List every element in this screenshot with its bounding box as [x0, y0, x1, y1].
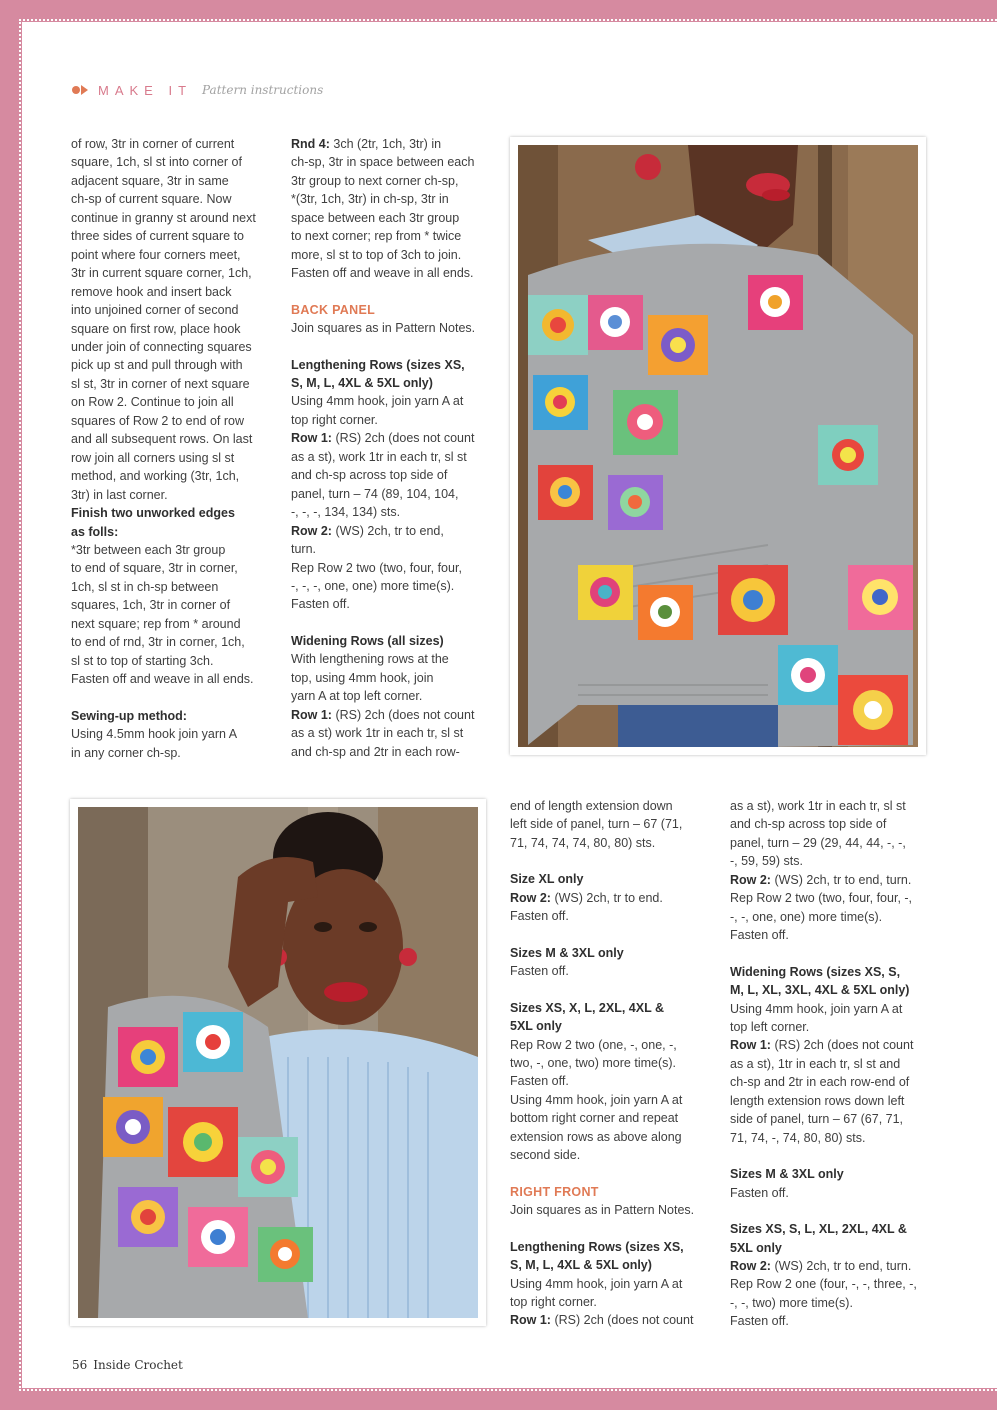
subheading: Finish two unworked edges as folls: [71, 506, 235, 539]
paragraph: Using 4mm hook, join yarn A at top right corner. [291, 394, 464, 427]
row-label: Row 1: [291, 431, 332, 446]
section-label: MAKE IT [98, 82, 193, 98]
paragraph: With lengthening rows at the top, using 4mm hook, join yarn A at top left corner. [291, 652, 449, 704]
photo-cardigan-back [510, 137, 926, 755]
subheading: Size XL only [510, 872, 584, 887]
paragraph: Row 1: (RS) 2ch (does not count [510, 1313, 694, 1328]
paragraph: Using 4mm hook, join yarn A at bottom right corner and repeat extension rows as above along second side. [510, 1092, 683, 1163]
subheading: Sizes M & 3XL only [730, 1167, 844, 1182]
paragraph: as a st), work 1tr in each tr, sl st and ch-sp across top side of panel, turn – 29 (29, 44, 44, -, -, -, 59, 59) sts. [730, 799, 906, 869]
paragraph: Row 2: (WS) 2ch, tr to end, turn. [291, 523, 444, 557]
paragraph: Rep Row 2 two (two, four, four, -, -, -, one, one) more time(s). Fasten off. [291, 560, 462, 612]
row-label: Row 1: [291, 707, 332, 722]
photo-back-illustration [518, 145, 918, 747]
paragraph: Fasten off. [730, 1185, 789, 1200]
paragraph: Row 2: (WS) 2ch, tr to end, turn. [730, 872, 912, 887]
subheading: Sizes M & 3XL only [510, 945, 624, 960]
subheading: Widening Rows (all sizes) [291, 633, 444, 648]
paragraph: Row 1: (RS) 2ch (does not count as a st), work 1tr in each tr, sl st and ch-sp across top side of panel, turn – 74 (89, 104, 104, -, -, -, 134, 134) sts. [291, 431, 475, 520]
paragraph: Fasten off. [510, 964, 569, 979]
text-column-1 [71, 135, 276, 762]
magazine-name: Inside Crochet [93, 1358, 183, 1372]
paragraph: Row 1: (RS) 2ch (does not count as a st), 1tr in each tr, sl st and ch-sp and 2tr in each row-end of length extension rows down left side of panel, turn – 67 (67, 71, 71, 74, -, 74, 80, 80) sts. [730, 1038, 914, 1145]
paragraph: Rnd 4: 3ch (2tr, 1ch, 3tr) in ch-sp, 3tr in space between each 3tr group to next corner ch-sp, *(3tr, 1ch, 3tr) in ch-sp, 3tr in space between each 3tr group to next corner; rep from * twice more, sl st to top of 3ch to join. Fasten off and weave in all ends. [291, 137, 475, 281]
section-heading-right-front: RIGHT FRONT [510, 1184, 599, 1199]
subheading: Sewing-up method: [71, 708, 187, 723]
paragraph: Rep Row 2 one (four, -, -, three, -, -, -, two) more time(s). Fasten off. [730, 1277, 917, 1329]
text-column-2 [291, 135, 496, 761]
photo-front-illustration [78, 807, 478, 1318]
page-header [72, 80, 323, 100]
row-label: Row 2: [730, 872, 771, 887]
subheading: Widening Rows (sizes XS, S, M, L, XL, 3XL, 4XL & 5XL only) [730, 964, 910, 998]
row-label: Row 2: [291, 523, 332, 538]
row-label: Row 2: [510, 890, 551, 905]
section-subtitle: Pattern instructions [202, 83, 324, 97]
paragraph: Join squares as in Pattern Notes. [510, 1203, 695, 1218]
subheading: Lengthening Rows (sizes XS, S, M, L, 4XL & 5XL only) [291, 357, 465, 390]
paragraph: Rep Row 2 two (one, -, one, -, two, -, one, two) more time(s). Fasten off. [510, 1037, 677, 1089]
photo-cardigan-front [70, 799, 486, 1326]
arrow-right-icon [72, 85, 88, 95]
paragraph: Using 4mm hook, join yarn A at top left corner. [730, 1001, 903, 1034]
row-label: Row 2: [730, 1258, 771, 1273]
paragraph: *3tr between each 3tr group to end of square, 3tr in corner, 1ch, sl st in ch-sp between squares, 1ch, 3tr in corner of next square; rep from * around to end of rnd, 3tr in corner, 1ch, sl st to top of starting 3ch. Fasten off and weave in all ends. [71, 542, 254, 687]
text-column-3 [510, 797, 715, 1330]
page-footer [72, 1358, 183, 1372]
paragraph: end of length extension down left side of panel, turn – 67 (71, 71, 74, 74, 74, 80, 80) sts. [510, 799, 683, 850]
paragraph: Using 4.5mm hook join yarn A in any corner ch-sp. [71, 727, 238, 760]
row-label: Row 1: [730, 1038, 771, 1053]
text-column-4 [730, 797, 935, 1331]
paragraph: Rep Row 2 two (two, four, four, -, -, -, one, one) more time(s). Fasten off. [730, 891, 913, 943]
paragraph: Row 1: (RS) 2ch (does not count as a st) work 1tr in each tr, sl st and ch-sp and 2tr in each row- [291, 707, 475, 759]
subheading: Sizes XS, X, L, 2XL, 4XL & 5XL only [510, 1000, 664, 1034]
row-label: Row 1: [510, 1313, 551, 1328]
subheading: Sizes XS, S, L, XL, 2XL, 4XL & 5XL only [730, 1222, 907, 1255]
paragraph: Join squares as in Pattern Notes. [291, 321, 476, 336]
paragraph: Row 2: (WS) 2ch, tr to end. Fasten off. [510, 890, 663, 924]
round-label: Rnd 4: [291, 137, 330, 151]
paragraph: Row 2: (WS) 2ch, tr to end, turn. [730, 1258, 912, 1273]
subheading: Lengthening Rows (sizes XS, S, M, L, 4XL & 5XL only) [510, 1239, 684, 1273]
page-number: 56 [72, 1358, 88, 1372]
paragraph: of row, 3tr in corner of current square, 1ch, sl st into corner of adjacent square, 3tr in same ch-sp of current square. Now continue in granny st around next three sides of current square to point where four corners meet, 3tr in current square corner, 1ch, remove hook and insert back into unjoined corner of second square on first row, place hook under join of connecting squares pick up st and pull through with sl st, 3tr in corner of next square on Row 2. Continue to join all squares of Row 2 to end of row and all subsequent rows. On last row join all corners using sl st method, and working (3tr, 1ch, 3tr) in last corner. [71, 137, 256, 502]
section-heading-back-panel: BACK PANEL [291, 302, 376, 317]
paragraph: Using 4mm hook, join yarn A at top right corner. [510, 1276, 683, 1309]
